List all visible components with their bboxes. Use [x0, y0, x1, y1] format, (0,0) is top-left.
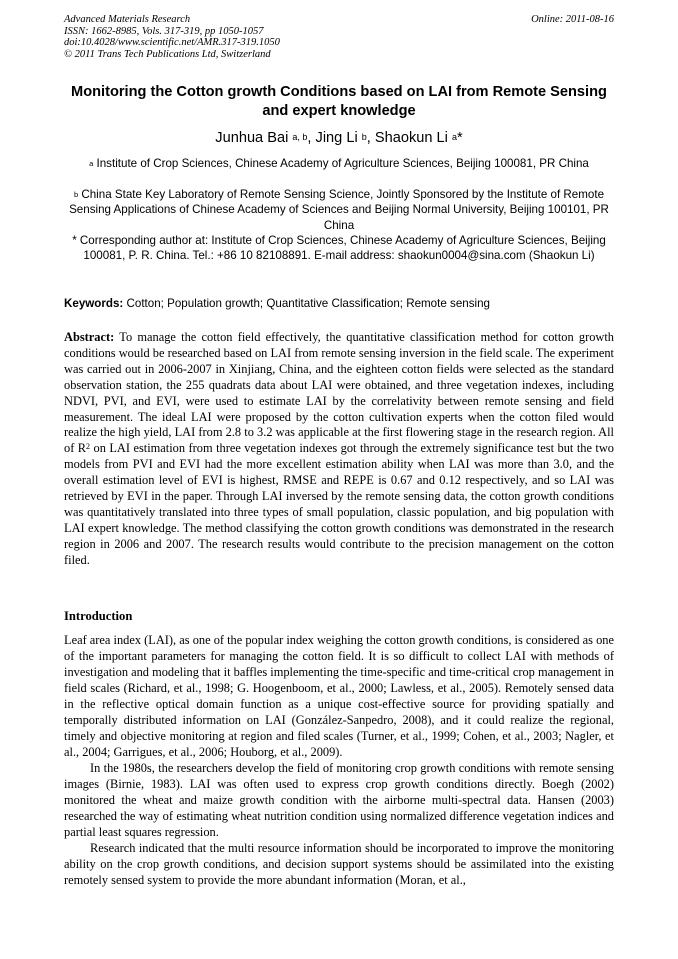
- journal-header: [64, 14, 280, 60]
- keywords-text: Cotton; Population growth; Quantitative Classification; Remote sensing: [126, 297, 490, 310]
- body-paragraph: Leaf area index (LAI), as one of the popular index weighing the cotton growth conditions, is considered as one of the important parameters for managing the cotton field. It is so difficult to collect LAI with methods of investigation and modeling that it baffles implementing the time-specific and time-critical crop management in field scales (Richard, et al., 1998; G. Hoogenboom, et al., 2000; Lawless, et al., 2005). Remotely sensed data in the reflective optical domain function as a unique cost-effective source for providing spatially and temporally distributed information on LAI (González-Sanpedro, 2008), and it could realize the regional, timely and objective monitoring at region and filed scales (Turner, et al., 1999; Cohen, et al., 2003; Nagler, et al., 2004; Garrigues, et al., 2006; Houborg, et al., 2009).: [64, 633, 614, 759]
- author-affiliation-mark: b: [361, 132, 367, 142]
- body-paragraph: In the 1980s, the researchers develop the field of monitoring crop growth conditions with remote sensing images (Birnie, 1983). LAI was often used to express crop growth conditions directly. Boegh (2002) monitored the wheat and maize growth condition with the airborne multi-spectral data. Hansen (2003) researched the way of estimating wheat nutrition condition using normalized difference vegetation indices and partial least squares regression.: [64, 761, 614, 839]
- abstract-superscript: 2: [86, 442, 91, 452]
- author-name: Jing Li: [315, 130, 358, 146]
- affiliation-b: [64, 187, 614, 233]
- introduction-body: [64, 632, 614, 888]
- abstract: [64, 330, 614, 569]
- keywords: [64, 296, 624, 311]
- abstract-label: Abstract:: [64, 330, 115, 344]
- journal-issn: ISSN: 1662-8985, Vols. 317-319, pp 1050-1057: [64, 25, 264, 37]
- journal-name: Advanced Materials Research: [64, 14, 191, 25]
- author-list: [64, 129, 614, 147]
- author-name: Junhua Bai: [215, 130, 289, 146]
- author-name: Shaokun Li: [374, 130, 448, 146]
- corresponding-author: * Corresponding author at: Institute of Crop Sciences, Chinese Academy of Agriculture Sciences, Beijing 100081, P. R. China. Tel.: +86 10 82108891. E-mail address: shaokun0004@sina.com (Shaokun Li): [72, 234, 606, 263]
- abstract-text-continued: on LAI estimation from three vegetation indexes got through the extremely significance test but the two models from PVI and EVI had the more excellent estimation ability when LAI was more than 3.0, and the overall estimation level of EVI is highest, RMSE and REPE is 0.67 and 0.12 respectively, and so LAI was retrieved by EVI in the paper. Through LAI inversed by the remote sensing data, the cotton growth conditions was quantitatively translated into three types of small population, classic population, and big population with LAI expert knowledge. The method classifying the cotton growth conditions was demonstrated in the research region in 2006 and 2007. The research results would contribute to the precision management on the cotton filed.: [64, 441, 614, 567]
- author-separator: ,: [366, 130, 375, 146]
- affiliation-a: [64, 156, 614, 171]
- author-separator: ,: [307, 130, 316, 146]
- affiliation-mark: a: [89, 159, 94, 168]
- affiliation-mark: b: [73, 190, 79, 199]
- corresponding-author-mark: *: [457, 130, 463, 146]
- online-date: Online: 2011-08-16: [531, 14, 614, 25]
- journal-doi: doi:10.4028/www.scientific.net/AMR.317-319.1050: [64, 37, 280, 49]
- body-paragraph: Research indicated that the multi resource information should be incorporated to improve the monitoring ability on the crop growth conditions, and decision support systems should be assimilated into the existing remotely sensed system to provide the more abundant information (Moran, et al.,: [64, 841, 614, 887]
- section-heading-introduction: Introduction: [64, 609, 133, 623]
- abstract-text: To manage the cotton field effectively, the quantitative classification method for cotton growth conditions would be researched based on LAI from remote sensing inversion in the field scale. The experiment was carried out in 2006-2007 in Xinjiang, China, and the eighteen cotton fields were selected as the standard observation station, the 255 quadrats data about LAI were obtained, and three vegetation indexes, including NDVI, PVI, and EVI, were used to estimate LAI by the correlativity between remote sensing and field measurement. The ideal LAI were proposed by the cotton cultivation experts when the cotton filed would realize the high yield, LAI from 2.8 to 3.2 was applicable at the first flowering stage in the research region. All of R: [64, 330, 615, 456]
- affiliation-text: Institute of Crop Sciences, Chinese Academy of Agriculture Sciences, Beijing 100081, PR China: [96, 157, 589, 170]
- keywords-label: Keywords:: [64, 297, 124, 310]
- paper-title: Monitoring the Cotton growth Conditions based on LAI from Remote Sensing and expert knowledge: [71, 84, 607, 119]
- journal-copyright: © 2011 Trans Tech Publications Ltd, Switzerland: [64, 48, 271, 60]
- affiliation-text: China State Key Laboratory of Remote Sensing Science, Jointly Sponsored by the Institute of Remote Sensing Applications of Chinese Academy of Sciences and Beijing Normal University, Beijing 100101, PR China: [69, 188, 609, 232]
- author-affiliation-mark: a, b: [292, 132, 308, 142]
- author-affiliation-mark: a: [451, 132, 457, 142]
